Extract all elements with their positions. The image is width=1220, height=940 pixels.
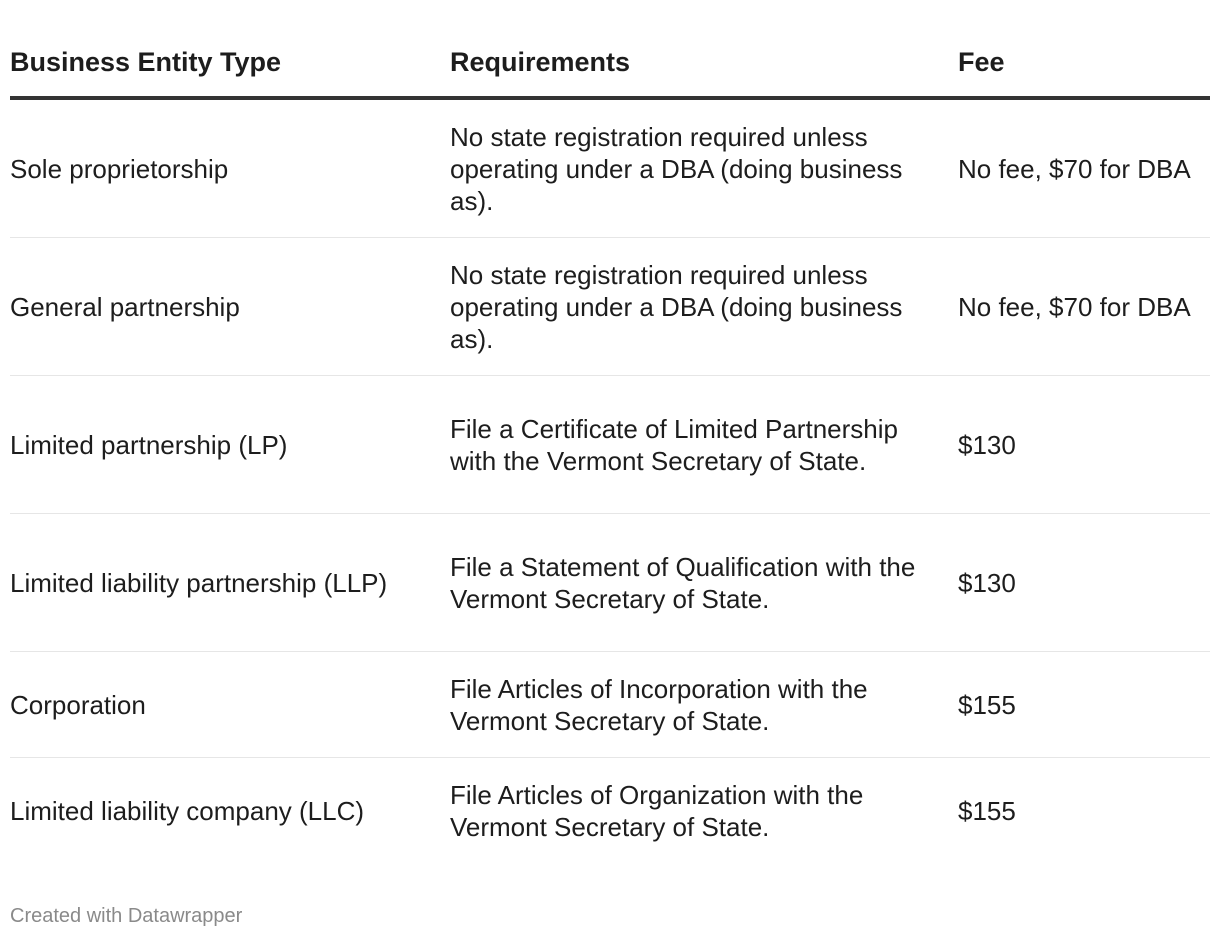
cell-entity-type: General partnership xyxy=(10,238,450,376)
table-row xyxy=(10,652,1210,758)
datawrapper-credit: Created with Datawrapper xyxy=(10,905,243,927)
cell-entity-type: Limited liability company (LLC) xyxy=(10,795,365,826)
cell-requirements: File Articles of Organization with the Vermont Secretary of State. xyxy=(450,779,864,842)
table-row xyxy=(10,238,1210,376)
cell-fee: $155 xyxy=(958,652,1210,758)
cell-requirements: No state registration required unless operating under a DBA (doing business as). xyxy=(450,98,958,238)
cell-fee: No fee, $70 for DBA xyxy=(958,98,1210,238)
table-body xyxy=(10,98,1210,863)
table-row xyxy=(10,98,1210,238)
table-row xyxy=(10,376,1210,514)
header-fee: Fee xyxy=(958,28,1210,98)
cell-requirements: File Articles of Incorporation with the Vermont Secretary of State. xyxy=(450,652,958,758)
cell-fee: $155 xyxy=(958,795,1016,826)
header-entity-type: Business Entity Type xyxy=(10,28,450,98)
cell-entity-type: Limited partnership (LP) xyxy=(10,376,450,514)
table-header xyxy=(10,28,1210,98)
header-row xyxy=(10,28,1210,98)
cell-fee: $130 xyxy=(958,376,1210,514)
cell-entity-type: Corporation xyxy=(10,652,450,758)
table-row xyxy=(10,758,1210,864)
header-requirements: Requirements xyxy=(450,28,958,98)
cell-requirements: File a Certificate of Limited Partnership with the Vermont Secretary of State. xyxy=(450,376,958,514)
business-entity-table xyxy=(10,28,1210,863)
cell-requirements: No state registration required unless operating under a DBA (doing business as). xyxy=(450,238,958,376)
cell-entity-type: Limited liability partnership (LLP) xyxy=(10,514,450,652)
cell-requirements: File a Statement of Qualification with the Vermont Secretary of State. xyxy=(450,514,958,652)
table-row xyxy=(10,514,1210,652)
cell-fee: No fee, $70 for DBA xyxy=(958,238,1210,376)
cell-fee: $130 xyxy=(958,514,1210,652)
cell-entity-type: Sole proprietorship xyxy=(10,98,450,238)
